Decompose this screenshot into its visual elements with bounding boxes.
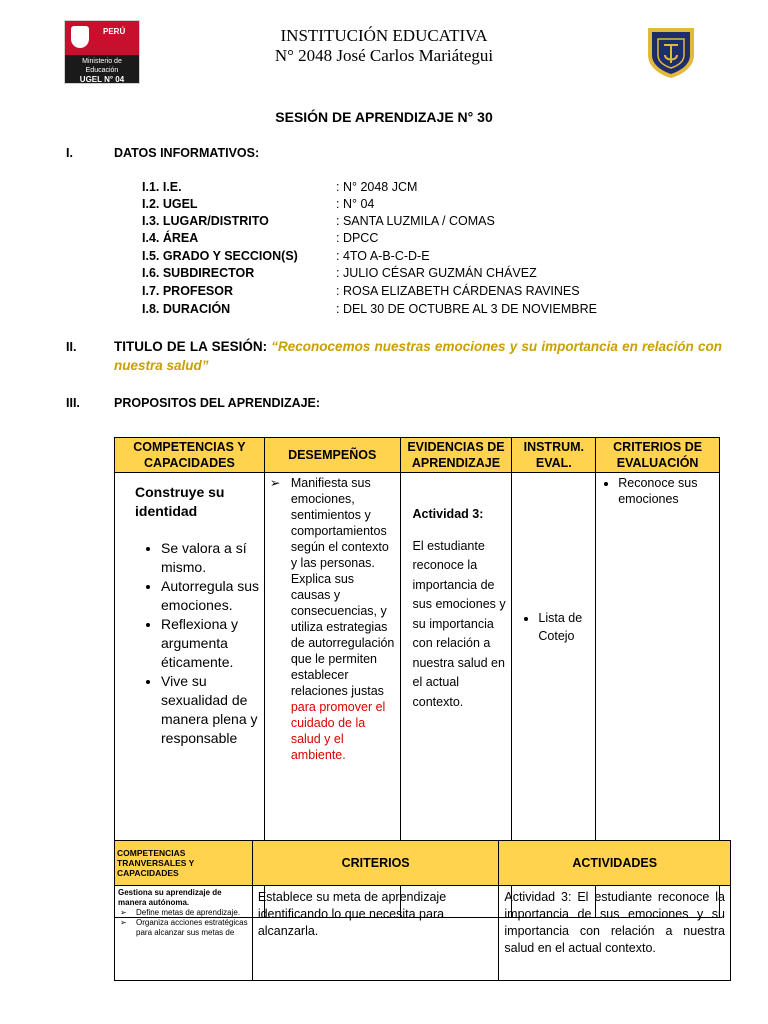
list-item: • Reflexiona y argumenta éticamente. (161, 615, 260, 672)
list-item: • Reconoce sus emociones (618, 475, 719, 507)
table-header-row (115, 438, 720, 473)
section-heading-3: PROPOSITOS DEL APRENDIZAJE: (114, 396, 321, 410)
section-number-3: III. (66, 396, 80, 410)
info-value: : N° 2048 JCM (336, 180, 418, 194)
section-number-1: I. (66, 146, 73, 160)
section-heading-1: DATOS INFORMATIVOS: (114, 146, 260, 160)
session-title (114, 337, 722, 375)
header-desempenos: DESEMPEÑOS (264, 438, 400, 473)
arrow-bullet-icon: ➢ (120, 908, 127, 917)
session-title-text: “Reconocemos nuestras emociones y su importancia en relación con nuestra salud” (114, 339, 722, 373)
header-competencias-transversales: COMPETENCIAS TRANVERSALES Y CAPACIDADES (115, 841, 253, 886)
info-value: : DEL 30 DE OCTUBRE AL 3 DE NOVIEMBRE (336, 302, 597, 316)
list-item-text: Define metas de aprendizaje. (136, 908, 241, 917)
evidence-text: El estudiante reconoce la importancia de sus emociones y su importancia con relación a nuestra salud en el actual contexto. (412, 538, 506, 709)
list-item (118, 908, 249, 918)
arrow-bullet-icon: ➢ (120, 918, 127, 927)
list-item: • Se valora a sí mismo. (161, 539, 260, 577)
info-value: : N° 04 (336, 197, 375, 211)
institution-name: INSTITUCIÓN EDUCATIVA (280, 26, 488, 45)
header-criterios: CRITERIOS DE EVALUACIÓN (596, 438, 720, 473)
info-value: : SANTA LUZMILA / COMAS (336, 214, 495, 228)
header-criterios: CRITERIOS (252, 841, 499, 886)
list-item (118, 918, 249, 938)
info-value: : JULIO CÉSAR GUZMÁN CHÁVEZ (336, 266, 537, 280)
info-value: : DPCC (336, 231, 379, 245)
header-competencias: COMPETENCIAS Y CAPACIDADES (115, 438, 265, 473)
table-row (115, 886, 731, 981)
section-number-2: II. (66, 340, 77, 354)
info-label: I.2. UGEL (142, 197, 198, 211)
page-title: SESIÓN DE APRENDIZAJE N° 30 (275, 109, 493, 125)
header-instrumento: INSTRUM. EVAL. (512, 438, 596, 473)
info-value: : ROSA ELIZABETH CÁRDENAS RAVINES (336, 284, 580, 298)
competencia-transversal-cell (115, 886, 253, 981)
info-label: I.5. GRADO Y SECCION(S) (142, 249, 298, 263)
info-label: I.3. LUGAR/DISTRITO (142, 214, 269, 228)
criterio-cell: Establece su meta de aprendizaje identificando lo que necesita para alcanzarla. (252, 886, 499, 981)
list-item: • Vive su sexualidad de manera plena y responsable (161, 672, 260, 748)
arrow-bullet-icon: ➢ (269, 476, 281, 490)
info-label: I.7. PROFESOR (142, 284, 233, 298)
competencia-name: Construye su identidad (135, 484, 225, 519)
list-item: • Autorregula sus emociones. (161, 577, 260, 615)
logo-country-text: PERÚ (103, 27, 126, 36)
logo-ugel-text: UGEL N° 04 (79, 75, 125, 84)
session-title-label: TITULO DE LA SESIÓN: (114, 339, 268, 354)
desempeno-text: Manifiesta sus emociones, sentimientos y comportamientos según el contexto y las personas. Explica sus causas y consecuencias, y utiliza estrategias de autorregulación que le permiten establecer relaciones justas (290, 476, 395, 698)
info-label: I.4. ÁREA (142, 231, 199, 245)
list-item-text: Organiza acciones estratégicas para alcanzar sus metas de (136, 918, 248, 937)
table-header-row (115, 841, 731, 886)
header-evidencias: EVIDENCIAS DE APRENDIZAJE (400, 438, 512, 473)
school-shield-icon (644, 25, 698, 79)
transversal-competencies-table (114, 840, 731, 981)
logo-ministry-text: Ministerio de Educación (82, 58, 122, 74)
info-label: I.6. SUBDIRECTOR (142, 266, 255, 280)
actividad-cell: Actividad 3: El estudiante reconoce la importancia de sus emociones y su importancia con relación a nuestra salud en el actual contexto. (499, 886, 731, 981)
evidence-activity-title: Actividad 3: (412, 507, 484, 521)
info-label: I.8. DURACIÓN (142, 302, 231, 316)
desempeno-highlight: para promover el cuidado de la salud y el ambiente. (290, 700, 386, 762)
info-value: : 4TO A-B-C-D-E (336, 249, 430, 263)
competencia-transversal-name: Gestiona su aprendizaje de manera autónoma. (118, 888, 222, 907)
list-item: • Lista de Cotejo (538, 609, 595, 645)
institution-number: N° 2048 José Carlos Mariátegui (274, 46, 494, 65)
info-label: I.1. I.E. (142, 180, 182, 194)
header-actividades: ACTIVIDADES (499, 841, 731, 886)
